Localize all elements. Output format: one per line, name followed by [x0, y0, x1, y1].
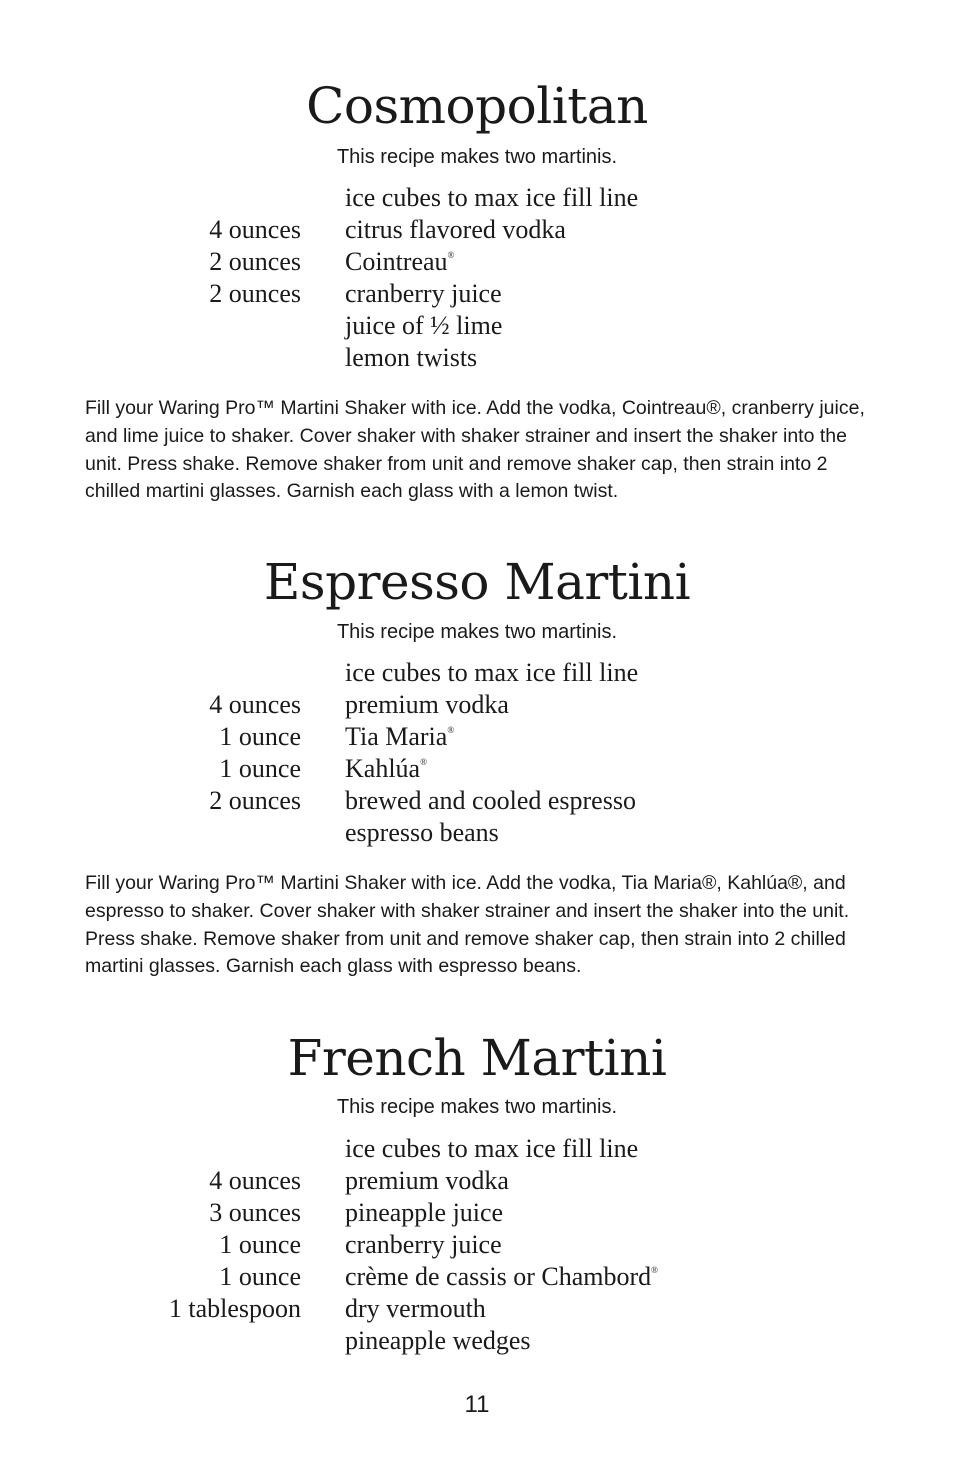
page-number: 11 [464, 1391, 490, 1418]
recipe-instructions-espresso-martini: Fill your Waring Pro™ Martini Shaker with ice. Add the vodka, Tia Maria®, Kahlúa®, and espresso to shaker. Cover shaker with shaker strainer and insert the shaker into the unit. Press shake. Remove shaker from unit and remove shaker cap, then strain into 2 chilled martini glasses. Garnish each glass with espresso beans. [85, 872, 850, 978]
ingredient-row [0, 1133, 954, 1165]
ingredient-quantity: 4 ounces [209, 1166, 301, 1195]
ingredient-quantity: 1 ounce [219, 1230, 301, 1259]
registered-mark: ® [651, 1265, 658, 1275]
ingredient-list-french-martini [0, 1133, 954, 1357]
ingredient-row [0, 689, 954, 721]
ingredient-name: lemon twists [345, 343, 478, 372]
registered-mark: ® [420, 757, 427, 767]
recipe-yield-french-martini: This recipe makes two martinis. [336, 1096, 618, 1118]
ingredient-name: ice cubes to max ice fill line [345, 1134, 639, 1163]
ingredient-row [0, 342, 954, 374]
ingredient-name: Kahlúa® [345, 754, 427, 783]
ingredient-row [0, 1197, 954, 1229]
ingredient-name: dry vermouth [345, 1294, 486, 1323]
ingredient-row [0, 657, 954, 689]
ingredient-quantity: 1 ounce [219, 754, 301, 783]
recipe-title-cosmopolitan: Cosmopolitan [306, 77, 648, 135]
registered-mark: ® [447, 725, 455, 735]
ingredient-name: juice of ½ lime [345, 311, 503, 340]
ingredient-name: cranberry juice [345, 1230, 502, 1259]
ingredient-quantity: 4 ounces [209, 690, 301, 719]
ingredient-row [0, 214, 954, 246]
ingredient-row [0, 753, 954, 785]
ingredient-row [0, 278, 954, 310]
ingredient-name: ice cubes to max ice fill line [345, 658, 639, 687]
ingredient-row [0, 1165, 954, 1197]
ingredient-row [0, 246, 954, 278]
ingredient-row [0, 310, 954, 342]
ingredient-name: pineapple juice [345, 1198, 504, 1227]
ingredient-name: brewed and cooled espresso [345, 786, 636, 815]
recipe-title-espresso-martini: Espresso Martini [263, 553, 691, 611]
ingredient-quantity: 2 ounces [209, 786, 301, 815]
ingredient-name: Tia Maria® [345, 722, 455, 751]
ingredient-name: ice cubes to max ice fill line [345, 183, 639, 212]
ingredient-name: crème de cassis or Chambord® [345, 1262, 658, 1291]
ingredient-quantity: 2 ounces [209, 279, 301, 308]
ingredient-list-cosmopolitan [0, 182, 954, 374]
ingredient-row [0, 1325, 954, 1357]
recipe-yield-espresso-martini: This recipe makes two martinis. [336, 621, 618, 643]
ingredient-name: pineapple wedges [345, 1326, 531, 1355]
ingredient-list-espresso-martini [0, 657, 954, 849]
ingredient-row [0, 785, 954, 817]
ingredient-row [0, 182, 954, 214]
recipe-yield-cosmopolitan: This recipe makes two martinis. [336, 146, 618, 168]
recipe-title-french-martini: French Martini [287, 1029, 667, 1087]
ingredient-quantity: 1 tablespoon [168, 1294, 301, 1323]
ingredient-quantity: 4 ounces [209, 215, 301, 244]
ingredient-name: citrus flavored vodka [345, 215, 566, 244]
registered-mark: ® [447, 250, 455, 260]
ingredient-row [0, 721, 954, 753]
ingredient-quantity: 1 ounce [219, 722, 301, 751]
ingredient-row [0, 1229, 954, 1261]
ingredient-row [0, 1261, 954, 1293]
ingredient-name: espresso beans [345, 818, 499, 847]
ingredient-row [0, 1293, 954, 1325]
ingredient-name: Cointreau® [345, 247, 455, 276]
recipe-instructions-cosmopolitan: Fill your Waring Pro™ Martini Shaker with ice. Add the vodka, Cointreau®, cranberry juice, and lime juice to shaker. Cover shaker with shaker strainer and insert the shaker into the unit. Press shake. Remove shaker from unit and remove shaker cap, then strain into 2 chilled martini glasses. Garnish each glass with a lemon twist. [85, 397, 865, 503]
ingredient-quantity: 3 ounces [209, 1198, 301, 1227]
ingredient-quantity: 1 ounce [219, 1262, 301, 1291]
ingredient-row [0, 817, 954, 849]
ingredient-name: cranberry juice [345, 279, 502, 308]
ingredient-name: premium vodka [345, 690, 509, 719]
ingredient-name: premium vodka [345, 1166, 509, 1195]
ingredient-quantity: 2 ounces [209, 247, 301, 276]
